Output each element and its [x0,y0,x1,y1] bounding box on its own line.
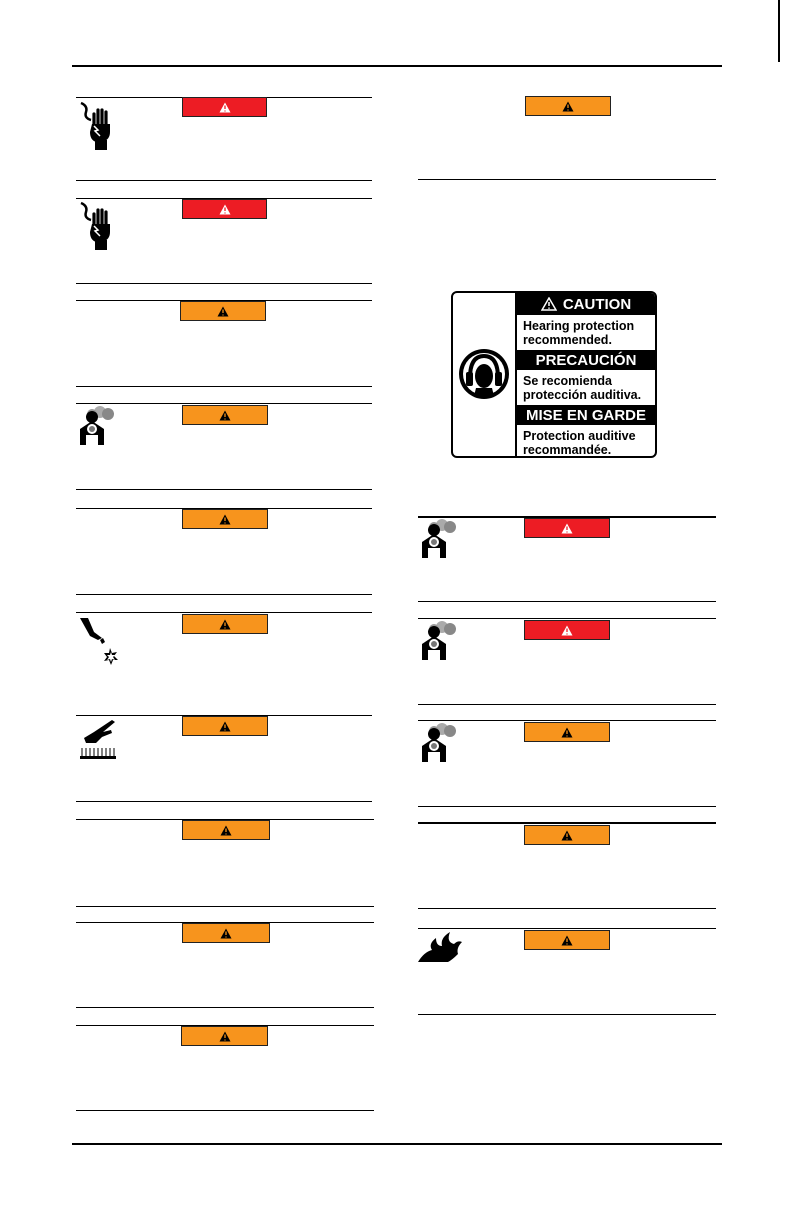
sign-french-header [517,405,655,425]
divider [418,822,716,824]
warning-triangle-icon [561,935,573,946]
warning-badge [180,301,266,321]
divider [76,1110,374,1111]
divider [418,908,716,909]
danger-badge [524,620,610,640]
warning-triangle-icon [561,727,573,738]
footer-rule [72,1143,722,1145]
header-rule [72,65,722,67]
warning-triangle-icon [220,928,232,939]
pinch-point-hand-icon [78,614,122,670]
warning-triangle-icon [562,101,574,112]
divider [76,283,372,284]
sign-spanish-header [517,350,655,370]
margin-marker [778,0,780,62]
sign-french-title: MISE EN GARDE [525,406,646,424]
warning-badge [524,722,610,742]
dust-inhalation-icon [420,518,462,560]
warning-badge [182,716,268,736]
hot-surface-hand-icon [78,718,120,762]
divider [76,489,372,490]
warning-triangle-icon [561,625,573,636]
divider [76,801,372,802]
warning-triangle-icon [219,204,231,215]
divider [418,704,716,705]
warning-badge [182,820,270,840]
sign-caution-header [517,293,655,315]
dust-inhalation-icon [78,405,120,447]
warning-badge [182,614,268,634]
sign-caution-text: Hearing protection recommended. [523,319,635,347]
divider [418,806,716,807]
warning-triangle-icon [220,825,232,836]
warning-triangle-icon [219,721,231,732]
divider [418,601,716,602]
danger-badge [182,97,267,117]
hearing-protection-sign [451,291,657,458]
dust-inhalation-icon [420,722,462,764]
sign-spanish-title: PRECAUCIÓN [535,351,637,369]
warning-triangle-icon [217,306,229,317]
warning-triangle-icon [219,410,231,421]
sign-french-text: Protection auditive recommandée. [523,429,636,457]
warning-triangle-icon [561,523,573,534]
divider [76,906,374,907]
warning-badge [525,96,611,116]
warning-badge [182,509,268,529]
warning-triangle-icon [219,1031,231,1042]
hearing-protection-icon [458,348,510,400]
divider [76,386,372,387]
warning-triangle-icon [219,102,231,113]
warning-badge [524,825,610,845]
warning-triangle-icon [561,830,573,841]
warning-badge [182,923,270,943]
divider [76,180,372,181]
divider [418,720,716,721]
divider [418,928,716,929]
sign-spanish-text: Se recomienda protección auditiva. [523,374,642,402]
divider [418,1014,716,1015]
divider [76,594,372,595]
danger-badge [524,518,610,538]
divider [76,612,372,613]
divider [418,618,716,619]
divider [418,179,716,180]
sign-caution-title: CAUTION [562,295,632,313]
danger-badge [182,199,267,219]
warning-badge [181,1026,268,1046]
sign-icon-panel [453,293,517,456]
warning-badge [182,405,268,425]
electric-shock-hand-icon [78,100,120,152]
dust-inhalation-icon [420,620,462,662]
fire-flame-icon [418,930,464,964]
divider [76,1007,374,1008]
warning-badge [524,930,610,950]
warning-triangle-icon [219,619,231,630]
warning-triangle-icon [541,297,557,311]
divider [76,403,372,404]
warning-triangle-icon [219,514,231,525]
electric-shock-hand-icon [78,200,120,252]
